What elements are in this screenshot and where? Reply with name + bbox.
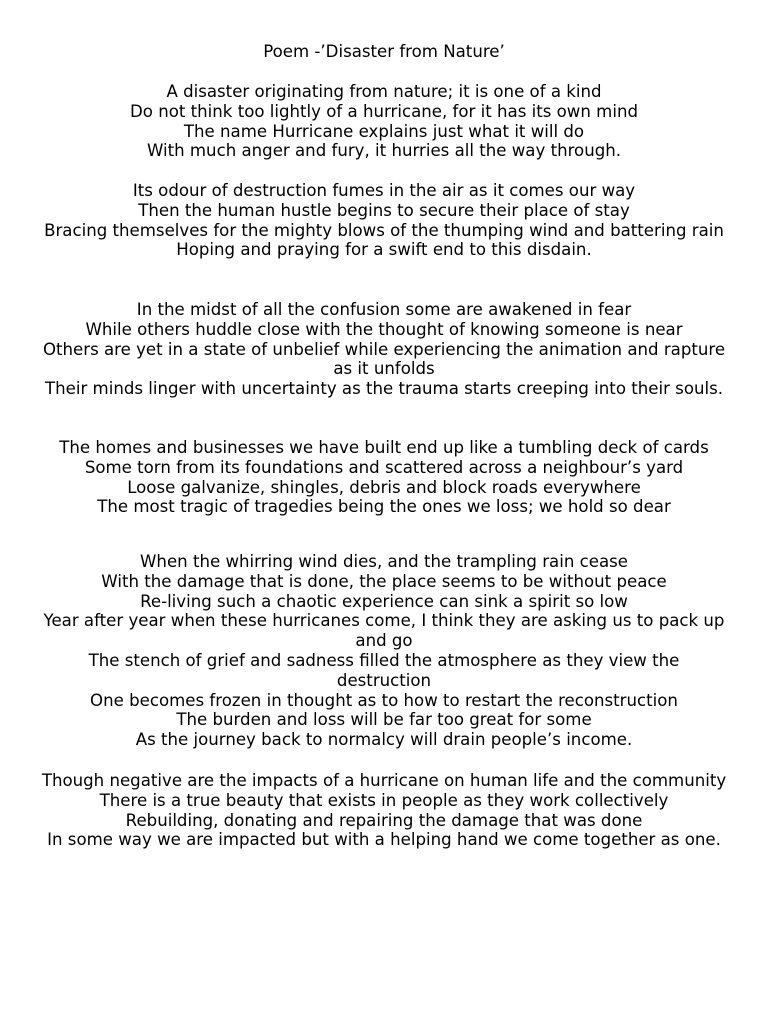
stanza-2 bbox=[40, 181, 728, 260]
poem-line: Others are yet in a state of unbelief while experiencing the animation and rapture as it unfolds bbox=[42, 339, 726, 379]
poem-line: Its odour of destruction fumes in the air as it comes our way bbox=[132, 181, 636, 200]
poem-line: With much anger and fury, it hurries all the way through. bbox=[146, 141, 622, 161]
poem-line: Year after year when these hurricanes come, I think they are asking us to pack up and go bbox=[43, 611, 725, 651]
poem-line: One becomes frozen in thought as to how to restart the reconstruction bbox=[90, 690, 678, 710]
poem-line: Rebuilding, donating and repairing the damage that was done bbox=[125, 810, 643, 830]
poem-title: Poem -’Disaster from Nature’ bbox=[263, 42, 505, 61]
stanza-3 bbox=[40, 300, 728, 399]
poem-line: The stench of grief and sadness filled the atmosphere as they view the destruction bbox=[88, 650, 680, 690]
poem-line: Their minds linger with uncertainty as the trauma starts creeping into their souls. bbox=[44, 379, 724, 399]
poem-line: With the damage that is done, the place seems to be without peace bbox=[101, 571, 667, 591]
stanza-4 bbox=[40, 438, 728, 517]
poem-line: The burden and loss will be far too great for some bbox=[176, 710, 592, 730]
poem-line: Then the human hustle begins to secure their place of stay bbox=[138, 200, 630, 220]
poem-line: The homes and businesses we have built end up like a tumbling deck of cards bbox=[59, 438, 709, 457]
poem-line: Re-living such a chaotic experience can sink a spirit so low bbox=[140, 591, 628, 611]
stanza-1 bbox=[40, 82, 728, 161]
poem-line: Do not think too lightly of a hurricane, for it has its own mind bbox=[130, 101, 638, 121]
poem-line: Hoping and praying for a swift end to this disdain. bbox=[176, 240, 592, 260]
poem-line: Loose galvanize, shingles, debris and block roads everywhere bbox=[127, 477, 641, 497]
poem-line: In the midst of all the confusion some are awakened in fear bbox=[136, 300, 632, 319]
stanza-5 bbox=[40, 552, 728, 750]
poem-line: A disaster originating from nature; it is one of a kind bbox=[166, 82, 602, 101]
poem-line: When the whirring wind dies, and the trampling rain cease bbox=[140, 552, 628, 571]
poem-line: Bracing themselves for the mighty blows of the thumping wind and battering rain bbox=[44, 220, 724, 240]
poem-line: Though negative are the impacts of a hurricane on human life and the community bbox=[41, 771, 727, 790]
poem-line: The most tragic of tragedies being the ones we loss; we hold so dear bbox=[97, 497, 671, 517]
poem-line: There is a true beauty that exists in people as they work collectively bbox=[99, 790, 669, 810]
poem-line: As the journey back to normalcy will drain people’s income. bbox=[135, 730, 633, 750]
poem-line: Some torn from its foundations and scattered across a neighbour’s yard bbox=[84, 457, 684, 477]
stanza-6 bbox=[40, 771, 728, 850]
poem-line: While others huddle close with the thought of knowing someone is near bbox=[85, 319, 683, 339]
poem-line: In some way we are impacted but with a helping hand we come together as one. bbox=[47, 830, 721, 850]
poem-line: The name Hurricane explains just what it will do bbox=[183, 121, 585, 141]
